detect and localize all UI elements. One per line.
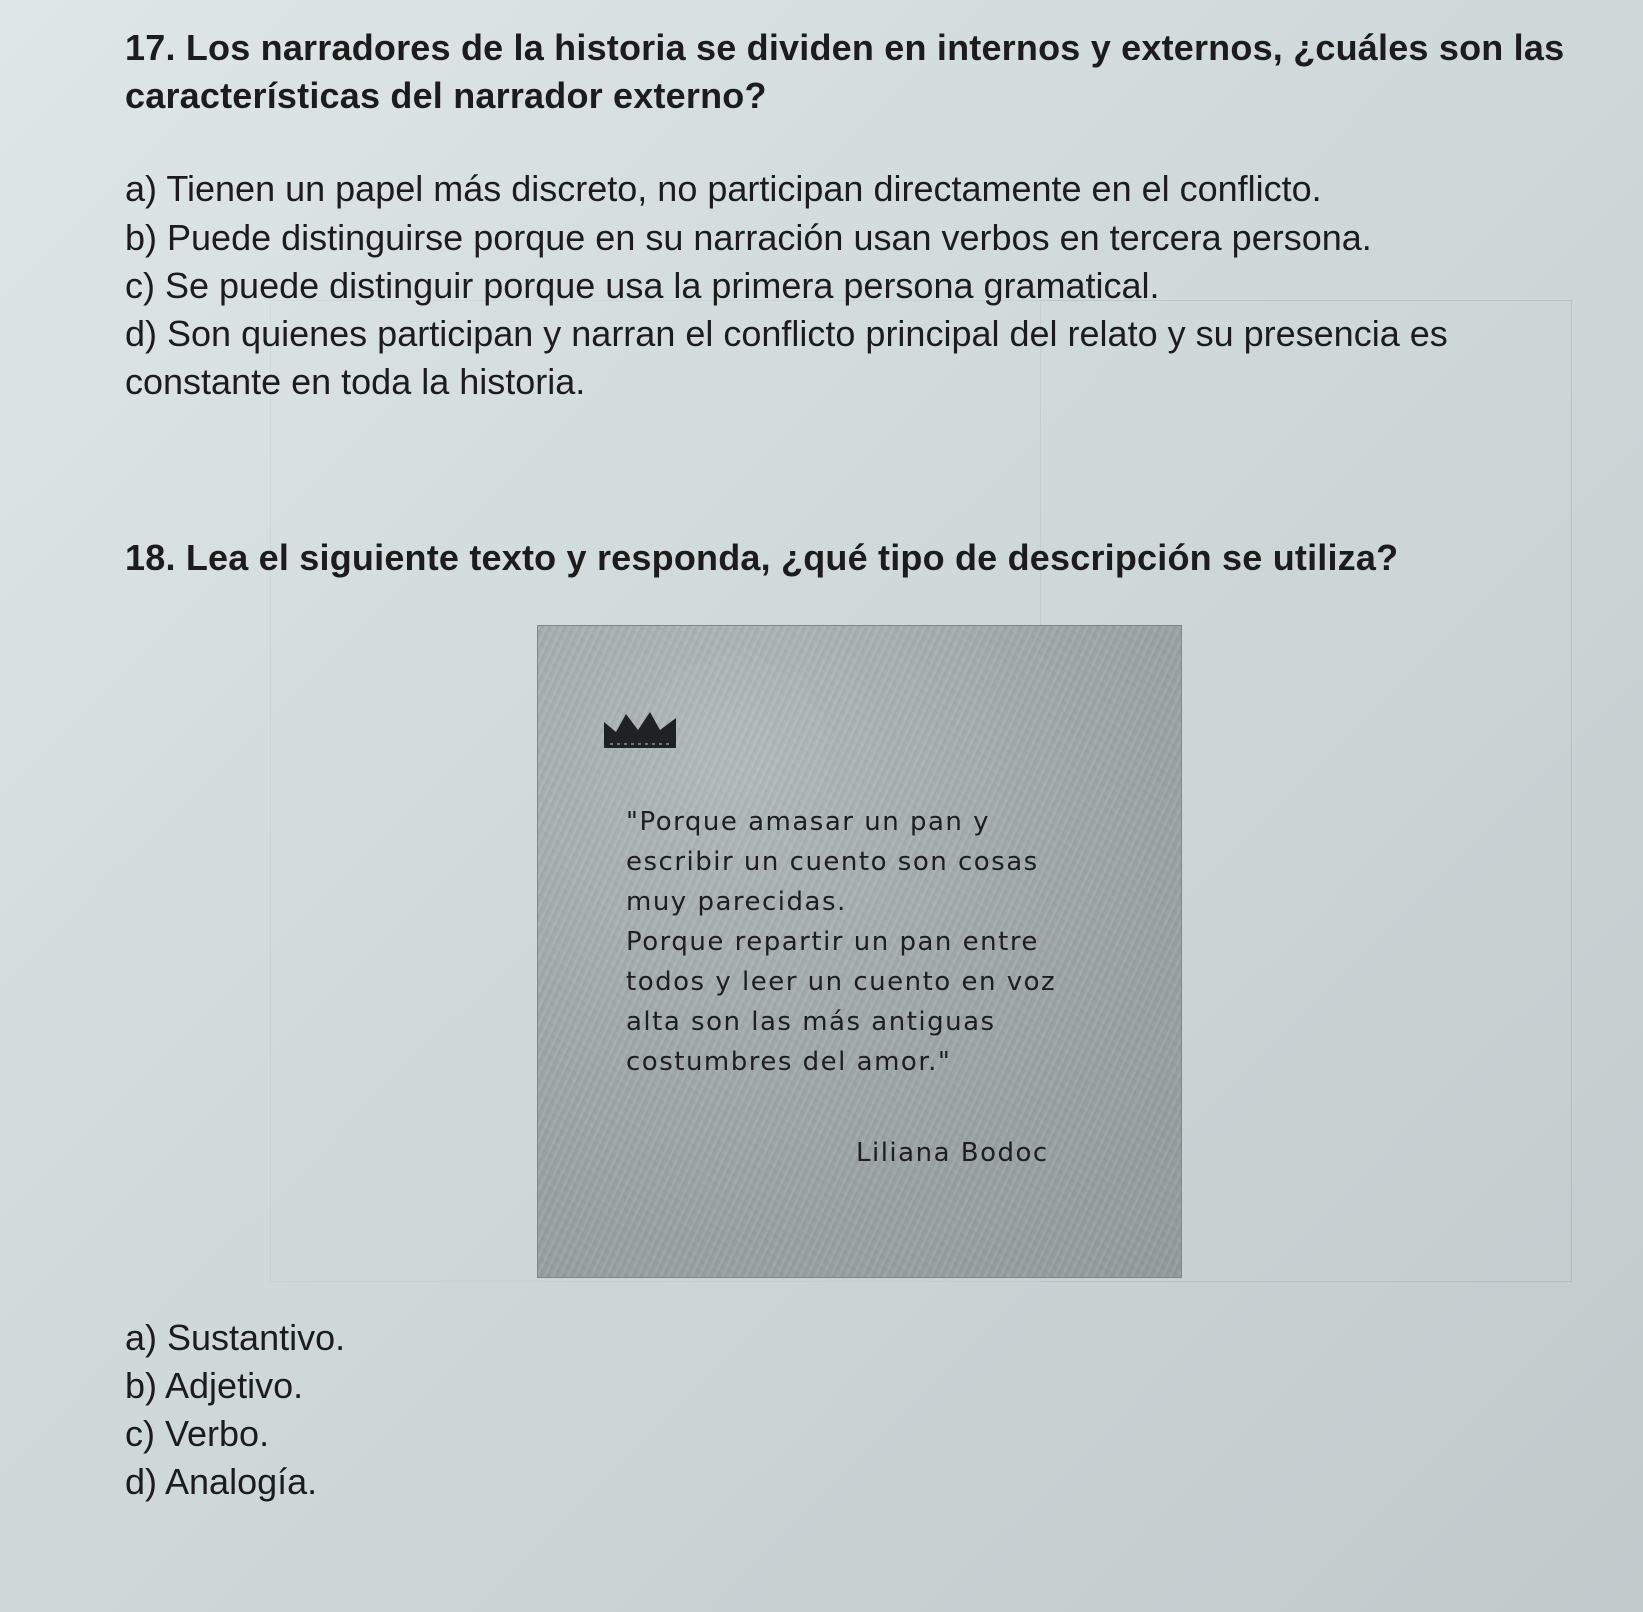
quote-line: alta son las más antiguas: [626, 1007, 996, 1037]
quote-line: muy parecidas.: [626, 887, 847, 917]
q17-option-c[interactable]: c) Se puede distinguir porque usa la primera persona gramatical.: [125, 265, 1160, 306]
quote-line: "Porque amasar un pan y: [626, 807, 991, 837]
q18-option-d[interactable]: d) Analogía.: [125, 1461, 318, 1502]
quote-line: escribir un cuento son cosas: [626, 847, 1039, 877]
question-17: 17. Los narradores de la historia se dividen en internos y externos, ¿cuáles son las características del narrador externo?: [125, 27, 1565, 116]
quote-line: costumbres del amor.": [626, 1047, 952, 1077]
quote-text: [626, 802, 1146, 1082]
q17-option-d[interactable]: d) Son quienes participan y narran el conflicto principal del relato y su presencia es constante en toda la historia.: [125, 313, 1448, 402]
question-18: 18. Lea el siguiente texto y responda, ¿qué tipo de descripción se utiliza?: [125, 537, 1399, 578]
quote-card: [537, 625, 1182, 1278]
quote-line: todos y leer un cuento en voz: [626, 967, 1057, 997]
quote-line: Porque repartir un pan entre: [626, 927, 1039, 957]
q18-option-c[interactable]: c) Verbo.: [125, 1413, 270, 1454]
q17-option-a[interactable]: a) Tienen un papel más discreto, no participan directamente en el conflicto.: [125, 168, 1322, 209]
quote-author: Liliana Bodoc: [856, 1138, 1049, 1168]
q17-option-b[interactable]: b) Puede distinguirse porque en su narración usan verbos en tercera persona.: [125, 217, 1372, 258]
crown-icon: [602, 708, 678, 750]
q18-option-a[interactable]: a) Sustantivo.: [125, 1317, 346, 1358]
q18-option-b[interactable]: b) Adjetivo.: [125, 1365, 304, 1406]
